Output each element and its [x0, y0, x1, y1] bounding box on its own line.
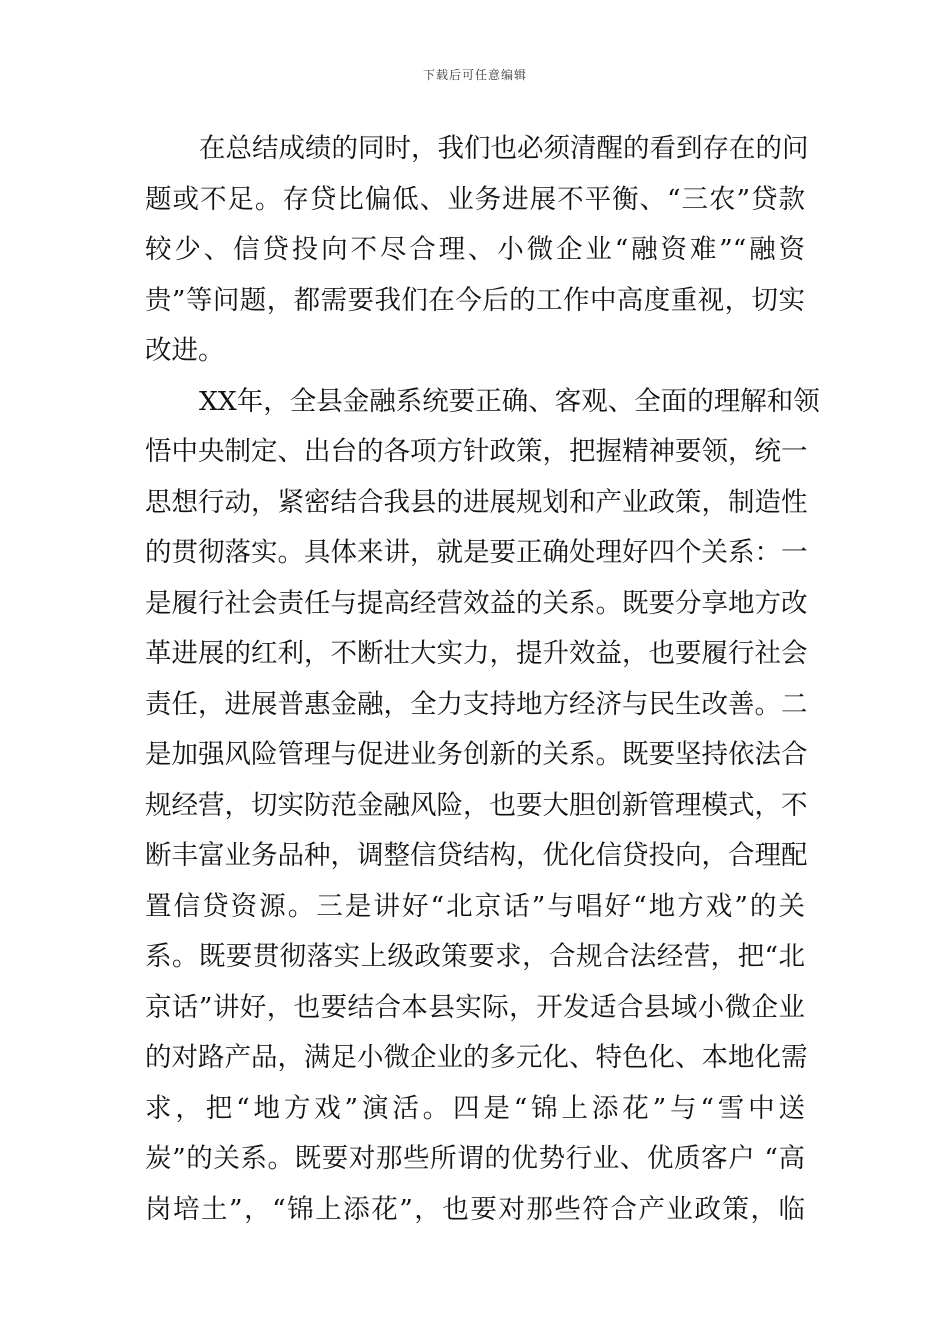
text-line: 的贯彻落实。具体来讲，就是要正确处理好四个关系：一 [145, 537, 808, 568]
text-line: 改进。 [145, 335, 225, 366]
text-line: 责任，进展普惠金融，全力支持地方经济与民生改善。二 [145, 688, 808, 720]
text-line: 置信贷资源。三是讲好“北京话”与唱好“地方戏”的关 [145, 890, 805, 922]
text-line: 思想行动，紧密结合我县的进展规划和产业政策，制造性 [145, 486, 808, 518]
text-line: 革进展的红利，不断壮大实力，提升效益，也要履行社会 [145, 638, 808, 669]
document-body [145, 124, 820, 1235]
paragraph-1 [145, 124, 809, 377]
page-header: 下载后可任意编辑 [422, 68, 527, 82]
text-line: 是履行社会责任与提高经营效益的关系。既要分享地方改 [145, 587, 808, 619]
text-line: 京话”讲好，也要结合本县实际，开发适合县域小微企业 [145, 991, 805, 1023]
text-line: 岗培土”，“锦上添花”，也要对那些符合产业政策，临 [145, 1193, 805, 1225]
text-line: 是加强风险管理与促进业务创新的关系。既要坚持依法合 [145, 739, 808, 770]
paragraph-2 [145, 377, 820, 1236]
text-line: 断丰富业务品种，调整信贷结构，优化信贷投向，合理配 [145, 840, 808, 871]
text-line: XX年，全县金融系统要正确、客观、全面的理解和领 [199, 385, 820, 417]
text-line: 求，把“地方戏”演活。四是“锦上添花”与“雪中送 [145, 1092, 805, 1124]
text-line: 的对路产品，满足小微企业的多元化、特色化、本地化需 [145, 1042, 808, 1073]
text-line: 较少、信贷投向不尽合理、小微企业“融资难”“融资 [145, 234, 805, 265]
text-line: 炭”的关系。既要对那些所谓的优势行业、优质客户 “高 [145, 1143, 805, 1174]
text-line: 贵”等问题，都需要我们在今后的工作中高度重视，切实 [145, 284, 805, 316]
text-line: 规经营，切实防范金融风险，也要大胆创新管理模式，不 [145, 789, 808, 821]
text-line: 题或不足。存贷比偏低、业务进展不平衡、“三农”贷款 [145, 183, 805, 215]
text-line: 在总结成绩的同时，我们也必须清醒的看到存在的问 [199, 133, 809, 164]
text-line: 系。既要贯彻落实上级政策要求，合规合法经营，把“北 [145, 941, 805, 972]
text-line: 悟中央制定、出台的各项方针政策，把握精神要领，统一 [145, 436, 808, 467]
